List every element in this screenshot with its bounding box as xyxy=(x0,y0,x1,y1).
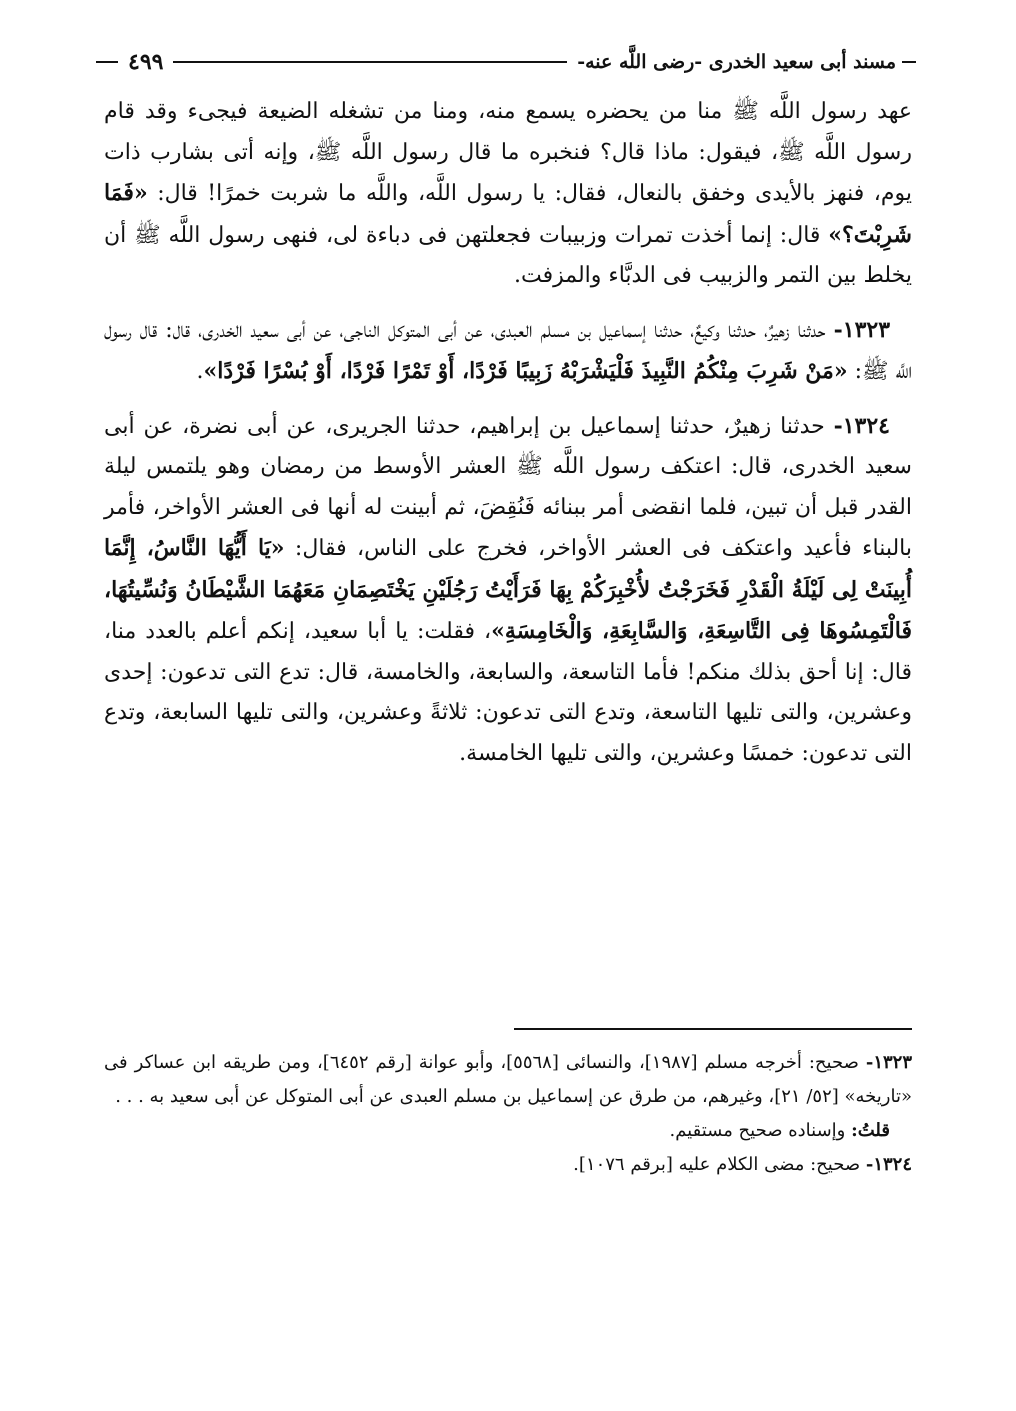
footnote-number: ١٣٢٣- xyxy=(865,1052,912,1073)
footnote-number: ١٣٢٤- xyxy=(865,1154,912,1175)
paragraph-text: . xyxy=(196,359,204,384)
hadith-1324 xyxy=(104,406,912,775)
paragraph-continuation xyxy=(104,92,912,297)
main-text xyxy=(104,92,912,774)
hadith-number: ١٣٢٣- xyxy=(833,316,891,343)
header-title: مسند أبى سعيد الخدرى -رضى اللَّه عنه- xyxy=(577,51,896,73)
paragraph-text: قال: إنما أخذت تمرات وزبيبات فجعلتهن فى دباءة لى، فنهى رسول اللَّه ﷺ أن يخلط بين التمر والزبيب فى الدبَّاء والمزفت. xyxy=(104,222,912,288)
paragraph-text: حدثنا زهيرٌ، حدثنا إسماعيل بن إبراهيم، حدثنا الجريرى، عن أبى نضرة، عن أبى سعيد الخدرى، قال: اعتكف رسول اللَّه ﷺ العشر الأوسط من رمضان وهو يلتمس ليلة القدر قبل أن تبين، فلما انقضى أمر ببنائه فَنُقِضَ، ثم أبينت له أنها فى العشر الأواخر، فأمر بالبناء فأعيد واعتكف فى العشر الأواخر، فخرج على الناس، فقال: xyxy=(104,413,912,561)
footnote-1324 xyxy=(104,1148,912,1182)
footnote-1323 xyxy=(104,1046,912,1114)
hadith-number: ١٣٢٤- xyxy=(833,412,890,439)
note-label: قلتُ: xyxy=(851,1120,890,1141)
footnote-text: وإسناده صحيح مستقيم. xyxy=(669,1120,852,1141)
paragraph-text: عهد رسول اللَّه ﷺ منا من يحضره يسمع منه، ومنا من تشغله الضيعة فيجىء وقد قام رسول اللَّه ﷺ، فيقول: ماذا قال؟ فنخبره ما قال رسول اللَّه ﷺ، وإنه أتى بشارب ذات يوم، فنهز بالأيدى وخفق بالنعال، فقال: يا رسول اللَّه، واللَّه ما شربت خمرًا! قال: xyxy=(104,99,912,206)
header-rule-left xyxy=(96,61,118,63)
footnote-separator xyxy=(514,1028,912,1030)
paragraph-text: حدثنا زهيرٌ، حدثنا وكيعٌ، حدثنا إسماعيل بن مسلم العبدى، عن أبى المتوكل الناجى، عن أبى سعيد الخدرى، قال: قال رسول اللَّه ﷺ: xyxy=(104,317,912,384)
running-header xyxy=(96,44,916,80)
hadith-quote: «فَمَا شَرِبْتَ؟» xyxy=(104,180,912,248)
header-rule xyxy=(173,61,567,63)
hadith-quote: «مَنْ شَرِبَ مِنْكُمُ النَّبِيذَ فَلْيَشْرَبْهُ زَبِيبًا فَرْدًا، أَوْ تَمْرًا فَرْدًا، أَوْ بُسْرًا فَرْدًا» xyxy=(203,358,848,384)
footnote-text: صحيح: مضى الكلام عليه [برقم ١٠٧٦]. xyxy=(573,1154,866,1175)
footnotes xyxy=(104,1046,912,1182)
header-rule-right xyxy=(902,61,916,63)
paragraph-text: ، فقلت: يا أبا سعيد، إنكم أعلم بالعدد منا، قال: إنا أحق بذلك منكم! فأما التاسعة، والسابعة، والخامسة، قال: تدع التى تدعون: إحدى وعشرين، والتى تليها التاسعة، وتدع التى تدعون: ثلاثةً وعشرين، والتى تليها السابعة، وتدع التى تدعون: خمسًا وعشرين، والتى تليها الخامسة. xyxy=(104,619,912,766)
hadith-quote: «يَا أَيُّهَا النَّاسُ، إِنَّمَا أُبِينَتْ لِى لَيْلَةُ الْقَدْرِ فَخَرَجْتُ لأُخْبِرَكُمْ بِهَا فَرَأَيْتُ رَجُلَيْنِ يَخْتَصِمَانِ مَعَهُمَا الشَّيْطَانُ وَنُسِّيتُهَا، فَالْتَمِسُوهَا فِى التَّاسِعَةِ، وَالسَّابِعَةِ، وَالْخَامِسَةِ» xyxy=(104,535,912,644)
page-number: ٤٩٩ xyxy=(128,49,164,75)
footnote-text: صحيح: أخرجه مسلم [١٩٨٧]، والنسائى [٥٥٦٨]، وأبو عوانة [رقم ٦٤٥٢]، ومن طريقه ابن عساكر فى «تاريخه» [٥٢/ ٢١]، وغيرهم، من طرق عن إسماعيل بن مسلم العبدى عن أبى المتوكل عن أبى سعيد به . . . xyxy=(104,1052,912,1107)
footnote-note xyxy=(104,1114,912,1148)
hadith-1323 xyxy=(104,310,912,393)
